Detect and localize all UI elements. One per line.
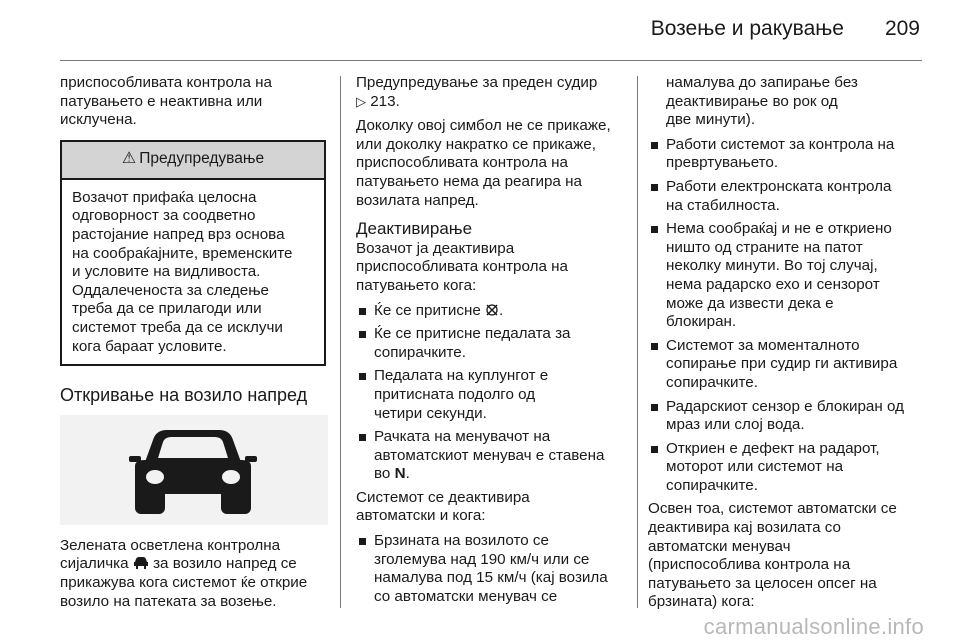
watermark: carmanualsonline.info — [703, 614, 924, 639]
fcw-reference-text[interactable]: Предупредување за преден судир — [356, 74, 598, 91]
warning-triangle-icon: ⚠ — [121, 150, 137, 168]
list-item: Системот за моменталното сопирање при судир ги активира сопирачките. — [648, 337, 922, 393]
cruise-cancel-icon — [485, 304, 499, 316]
fcw-reference — [356, 74, 626, 111]
intro-text: приспособливата контрола на патувањето е неактивна или исклучена. — [60, 74, 272, 129]
list-item: Нема сообраќај и не е откриено ништо од страните на патот неколку минути. Во тој случај, нема радарско ехо и сензорот може да извести дека е блокиран. — [648, 220, 922, 332]
list-item: Брзината на возилото се зголемува над 190 км/ч или се намалува под 15 км/ч (кај возила со автоматски менувач се — [356, 532, 626, 606]
list-item: Педалата на куплунгот е притисната подолго од четири секунди. — [356, 367, 626, 423]
reference-page[interactable]: 213. — [370, 92, 400, 110]
figure-description — [60, 537, 328, 611]
chapter-title: Возење и ракување — [650, 17, 844, 40]
auto-deactivation-list — [356, 532, 626, 606]
list-item-end: . — [499, 301, 504, 319]
symbol-note: Доколку овој симбол не се прикаже, или доколку накратко се прикаже, приспособливата контрола на патувањето нема да реагира на возилата напред. — [356, 117, 611, 209]
continued-text: намалува до запирање без деактивирање во рок од две минути). — [666, 74, 858, 129]
closing-paragraph: Освен тоа, системот автоматски се деактивира кај возилата со автоматски менувач (приспособлива контрола на патувањето за целосен опсег на брзината) кога: — [648, 500, 897, 611]
vehicle-ahead-figure — [60, 415, 328, 525]
column-divider-1 — [340, 76, 341, 608]
column-2 — [356, 74, 626, 611]
warning-title: Предупредување — [139, 150, 265, 168]
car-indicator-icon — [133, 557, 149, 569]
section-title: Откривање на возило напред — [60, 385, 308, 406]
list-item: Радарскиот сензор е блокиран од мраз или слој вода. — [648, 398, 922, 435]
warning-box — [60, 140, 326, 366]
list-item-text: Рачката на менувачот на автоматскиот менувач е ставена во — [374, 428, 605, 483]
list-item-text: Ќе се притисне — [374, 301, 481, 319]
deactivation-intro: Возачот ја деактивира приспособливата контрола на патувањето кога: — [356, 239, 568, 294]
list-item: Ќе се притисне педалата за сопирачките. — [356, 325, 626, 362]
auto-deactivation-list-continued — [648, 136, 922, 496]
header-divider — [60, 60, 922, 61]
list-item — [356, 428, 626, 484]
driver-deactivation-list — [356, 302, 626, 484]
page-number: 209 — [884, 17, 920, 40]
figure-text-b: за возило напред се прикажува кога системот ќе открие возило на патеката за возење. — [60, 555, 308, 610]
deactivation-subtitle: Деактивирање — [356, 219, 473, 239]
list-item: Работи електронската контрола на стабилноста. — [648, 178, 922, 215]
column-divider-2 — [637, 76, 638, 608]
list-item: Работи системот за контрола на превртувањето. — [648, 136, 922, 173]
car-front-icon — [123, 422, 263, 518]
figure-text-a: Зелената осветлена контролна сијаличка — [60, 536, 281, 573]
warning-body: Возачот прифаќа целосна одговорност за соодветно растојание напред врз основа на сообраќајните, временските и условите на видливоста. Оддалеченоста за следење треба да се прилагоди или системот треба да се исклучи кога бараат условите. — [72, 188, 293, 355]
reference-arrow-icon: ▷ — [356, 93, 366, 109]
auto-deactivation-intro: Системот се деактивира автоматски и кога: — [356, 488, 530, 525]
list-item-end: . — [405, 465, 410, 483]
gear-neutral-label: N — [394, 465, 406, 483]
page-header — [60, 0, 922, 62]
list-item: Откриен е дефект на радарот, моторот или системот на сопирачките. — [648, 440, 922, 496]
column-3 — [648, 74, 922, 618]
column-1 — [60, 74, 328, 617]
warning-header — [62, 142, 324, 180]
list-item — [356, 302, 626, 321]
